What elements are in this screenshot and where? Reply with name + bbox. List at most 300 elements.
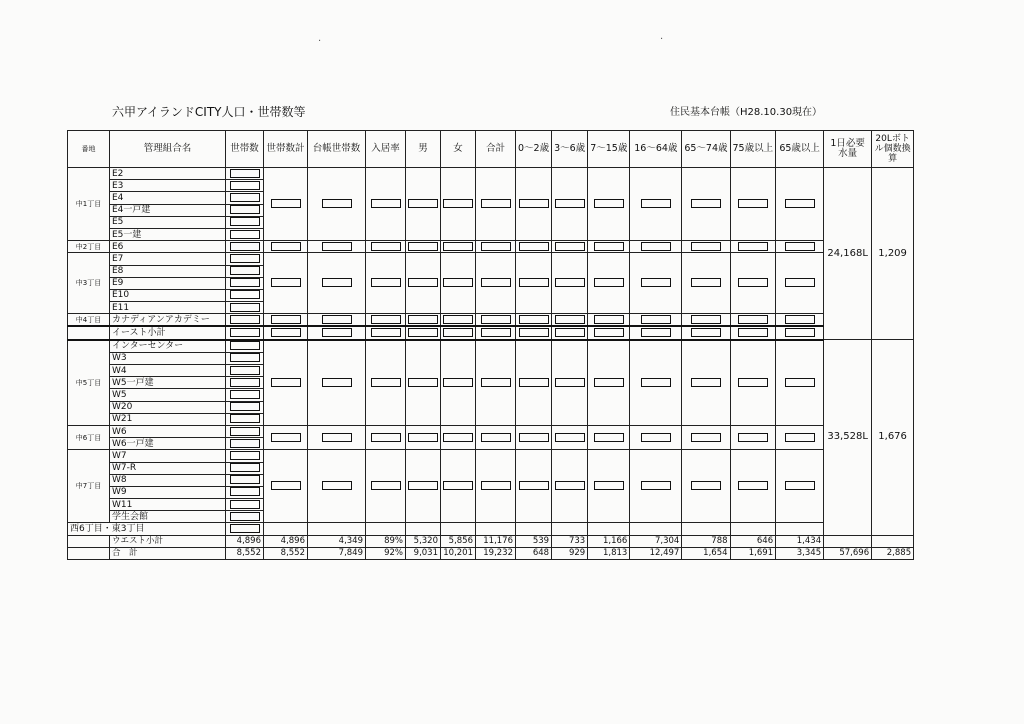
household-cell — [226, 241, 264, 253]
redacted-box — [271, 378, 301, 387]
redacted-box — [641, 242, 671, 251]
chome-cell: 中4丁目 — [68, 314, 110, 327]
redacted-box — [408, 481, 438, 490]
value-cell — [630, 326, 682, 339]
redacted-box — [271, 242, 301, 251]
value-cell — [406, 314, 441, 327]
value-cell — [588, 253, 630, 314]
value-cell — [441, 314, 476, 327]
redacted-box — [481, 242, 511, 251]
redacted-box — [594, 199, 624, 208]
household-cell — [226, 228, 264, 240]
redacted-box — [691, 328, 721, 337]
value-cell: 646 — [730, 535, 776, 547]
value-cell — [476, 326, 516, 339]
value-cell — [776, 326, 824, 339]
header-kumiai: 管理組合名 — [110, 131, 226, 168]
redacted-box — [641, 278, 671, 287]
value-cell — [630, 241, 682, 253]
kumiai-name: W8 — [110, 474, 226, 486]
household-cell — [226, 289, 264, 301]
redacted-box — [594, 328, 624, 337]
empty-cell — [872, 535, 914, 547]
value-cell — [730, 425, 776, 449]
redacted-box — [408, 433, 438, 442]
value-cell: 4,896 — [264, 535, 308, 547]
redacted-box — [555, 328, 585, 337]
value-cell — [406, 425, 441, 449]
redacted-box — [271, 328, 301, 337]
redacted-box — [641, 315, 671, 324]
redacted-box — [230, 524, 260, 533]
west-subtotal-row — [68, 535, 914, 547]
value-cell — [476, 314, 516, 327]
redacted-box — [691, 315, 721, 324]
value-cell: 7,849 — [308, 547, 366, 559]
redacted-box — [481, 315, 511, 324]
redacted-box — [641, 481, 671, 490]
redacted-box — [230, 378, 260, 387]
header-col: 7～15歳 — [588, 131, 630, 168]
value-cell — [682, 241, 730, 253]
kumiai-name: E6 — [110, 241, 226, 253]
redacted-box — [443, 433, 473, 442]
redacted-box — [555, 199, 585, 208]
household-cell — [226, 204, 264, 216]
value-cell — [682, 425, 730, 449]
table-row — [68, 523, 914, 535]
value-cell — [630, 425, 682, 449]
value-cell — [516, 168, 552, 241]
redacted-box — [443, 481, 473, 490]
value-cell — [682, 168, 730, 241]
household-cell — [226, 365, 264, 377]
value-cell — [682, 340, 730, 426]
header-water: 1日必要水量 — [824, 131, 872, 168]
redacted-box — [738, 328, 768, 337]
redacted-box — [519, 315, 549, 324]
value-cell — [516, 425, 552, 449]
redacted-box — [738, 315, 768, 324]
redacted-box — [230, 463, 260, 472]
header-col: 女 — [441, 131, 476, 168]
value-cell — [476, 450, 516, 523]
redacted-box — [785, 328, 815, 337]
redacted-box — [230, 328, 260, 337]
value-cell — [441, 340, 476, 426]
kumiai-name: E5一建 — [110, 228, 226, 240]
value-cell: 1,813 — [588, 547, 630, 559]
redacted-box — [691, 433, 721, 442]
east-water: 24,168L — [824, 168, 872, 340]
value-cell — [730, 523, 776, 535]
value-cell — [441, 326, 476, 339]
value-cell — [516, 314, 552, 327]
value-cell — [366, 340, 406, 426]
header-col: 75歳以上 — [730, 131, 776, 168]
value-cell — [406, 450, 441, 523]
redacted-box — [443, 328, 473, 337]
value-cell: 92% — [366, 547, 406, 559]
redacted-box — [594, 278, 624, 287]
household-cell — [226, 474, 264, 486]
redacted-box — [408, 242, 438, 251]
scan-speck: · — [318, 36, 322, 47]
value-cell: 1,654 — [682, 547, 730, 559]
value-cell — [776, 314, 824, 327]
redacted-box — [408, 315, 438, 324]
kumiai-name: W9 — [110, 486, 226, 498]
value-cell: 19,232 — [476, 547, 516, 559]
value-cell — [730, 326, 776, 339]
value-cell — [776, 253, 824, 314]
redacted-box — [371, 242, 401, 251]
redacted-box — [408, 278, 438, 287]
value-cell — [476, 425, 516, 449]
kumiai-name: W11 — [110, 499, 226, 511]
value-cell — [366, 523, 406, 535]
household-cell — [226, 401, 264, 413]
chome-cell: 中1丁目 — [68, 168, 110, 241]
empty-cell — [68, 535, 110, 547]
redacted-box — [322, 378, 352, 387]
value-cell — [776, 340, 824, 426]
value-cell — [630, 314, 682, 327]
redacted-box — [230, 290, 260, 299]
redacted-box — [322, 278, 352, 287]
value-cell — [552, 425, 588, 449]
redacted-box — [785, 315, 815, 324]
redacted-box — [230, 475, 260, 484]
redacted-box — [481, 278, 511, 287]
value-cell: 7,304 — [630, 535, 682, 547]
household-cell — [226, 180, 264, 192]
redacted-box — [230, 315, 260, 324]
value-cell — [264, 253, 308, 314]
kumiai-name: W20 — [110, 401, 226, 413]
redacted-box — [691, 242, 721, 251]
value-cell — [476, 340, 516, 426]
value-cell — [552, 168, 588, 241]
redacted-box — [594, 433, 624, 442]
kumiai-name: 西6丁目・東3丁目 — [68, 523, 226, 535]
redacted-box — [555, 378, 585, 387]
redacted-box — [594, 315, 624, 324]
household-cell — [226, 265, 264, 277]
header-col: 65～74歳 — [682, 131, 730, 168]
value-cell — [730, 450, 776, 523]
value-cell — [406, 523, 441, 535]
value-cell: 4,349 — [308, 535, 366, 547]
redacted-box — [738, 481, 768, 490]
household-cell — [226, 523, 264, 535]
redacted-box — [519, 199, 549, 208]
redacted-box — [230, 366, 260, 375]
kumiai-name: E11 — [110, 302, 226, 314]
kumiai-name: 合 計 — [110, 547, 226, 559]
chome-cell: 中3丁目 — [68, 253, 110, 314]
redacted-box — [271, 433, 301, 442]
redacted-box — [555, 278, 585, 287]
redacted-box — [271, 199, 301, 208]
value-cell — [308, 314, 366, 327]
redacted-box — [785, 378, 815, 387]
value-cell — [776, 168, 824, 241]
value-cell: 10,201 — [441, 547, 476, 559]
value-cell — [308, 450, 366, 523]
value-cell — [264, 450, 308, 523]
value-cell — [516, 326, 552, 339]
header-col: 世帯数計 — [264, 131, 308, 168]
east-subtotal-row — [68, 326, 914, 339]
value-cell: 648 — [516, 547, 552, 559]
value-cell — [366, 168, 406, 241]
value-cell — [264, 425, 308, 449]
household-cell — [226, 450, 264, 462]
header-col: 3～6歳 — [552, 131, 588, 168]
value-cell: 5,320 — [406, 535, 441, 547]
redacted-box — [691, 199, 721, 208]
redacted-box — [230, 205, 260, 214]
value-cell — [730, 340, 776, 426]
table-row — [68, 450, 914, 462]
value-cell: 57,696 — [824, 547, 872, 559]
kumiai-name: E5 — [110, 216, 226, 228]
kumiai-name: カナディアンアカデミー — [110, 314, 226, 327]
household-cell — [226, 253, 264, 265]
redacted-box — [738, 378, 768, 387]
redacted-box — [443, 378, 473, 387]
value-cell — [308, 340, 366, 426]
redacted-box — [230, 341, 260, 350]
header-col: 合計 — [476, 131, 516, 168]
redacted-box — [271, 481, 301, 490]
value-cell — [406, 168, 441, 241]
value-cell — [476, 253, 516, 314]
value-cell — [264, 340, 308, 426]
redacted-box — [230, 217, 260, 226]
table-row — [68, 168, 914, 180]
redacted-box — [519, 328, 549, 337]
value-cell — [776, 241, 824, 253]
redacted-box — [371, 481, 401, 490]
east-bottle: 1,209 — [872, 168, 914, 340]
kumiai-name: E2 — [110, 168, 226, 180]
redacted-box — [555, 315, 585, 324]
household-cell — [226, 511, 264, 523]
redacted-box — [230, 169, 260, 178]
value-cell — [406, 241, 441, 253]
value-cell — [226, 326, 264, 339]
redacted-box — [271, 278, 301, 287]
redacted-box — [594, 481, 624, 490]
household-cell — [226, 314, 264, 327]
value-cell: 3,345 — [776, 547, 824, 559]
value-cell — [264, 168, 308, 241]
kumiai-name: E7 — [110, 253, 226, 265]
value-cell — [588, 241, 630, 253]
kumiai-name: イースト小計 — [110, 326, 226, 339]
redacted-box — [641, 378, 671, 387]
value-cell: 1,166 — [588, 535, 630, 547]
empty-cell — [68, 326, 110, 339]
redacted-box — [230, 427, 260, 436]
value-cell — [588, 314, 630, 327]
redacted-box — [738, 199, 768, 208]
redacted-box — [230, 487, 260, 496]
redacted-box — [785, 278, 815, 287]
value-cell — [406, 340, 441, 426]
household-cell — [226, 413, 264, 425]
redacted-box — [481, 481, 511, 490]
redacted-box — [481, 433, 511, 442]
table-row — [68, 241, 914, 253]
redacted-box — [322, 242, 352, 251]
redacted-box — [519, 378, 549, 387]
redacted-box — [371, 315, 401, 324]
value-cell: 9,031 — [406, 547, 441, 559]
redacted-box — [230, 303, 260, 312]
redacted-box — [322, 328, 352, 337]
redacted-box — [519, 481, 549, 490]
value-cell: 788 — [682, 535, 730, 547]
value-cell — [730, 314, 776, 327]
household-cell — [226, 216, 264, 228]
value-cell — [441, 425, 476, 449]
redacted-box — [785, 199, 815, 208]
kumiai-name: W5 — [110, 389, 226, 401]
value-cell — [552, 314, 588, 327]
header-col: 男 — [406, 131, 441, 168]
value-cell — [264, 523, 308, 535]
header-col: 世帯数 — [226, 131, 264, 168]
value-cell — [588, 425, 630, 449]
redacted-box — [230, 230, 260, 239]
value-cell — [308, 425, 366, 449]
population-table — [67, 130, 914, 560]
value-cell: 89% — [366, 535, 406, 547]
scan-speck: · — [660, 34, 664, 45]
value-cell — [552, 326, 588, 339]
table-row — [68, 425, 914, 437]
chome-cell: 中7丁目 — [68, 450, 110, 523]
kumiai-name: インターセンター — [110, 340, 226, 353]
redacted-box — [230, 414, 260, 423]
value-cell — [552, 253, 588, 314]
redacted-box — [230, 451, 260, 460]
redacted-box — [555, 481, 585, 490]
value-cell — [776, 523, 824, 535]
table-row — [68, 253, 914, 265]
empty-cell — [68, 547, 110, 559]
redacted-box — [408, 378, 438, 387]
household-cell — [226, 277, 264, 289]
header-col: 16～64歳 — [630, 131, 682, 168]
redacted-box — [594, 242, 624, 251]
header-bottle: 20Lボトル個数換算 — [872, 131, 914, 168]
redacted-box — [738, 242, 768, 251]
redacted-box — [443, 242, 473, 251]
redacted-box — [371, 328, 401, 337]
kumiai-name: 学生会館 — [110, 511, 226, 523]
redacted-box — [691, 378, 721, 387]
value-cell — [682, 253, 730, 314]
value-cell: 1,434 — [776, 535, 824, 547]
document-title: 六甲アイランドCITY人口・世帯数等 — [112, 105, 306, 119]
redacted-box — [230, 278, 260, 287]
header-row — [68, 131, 914, 168]
value-cell — [308, 326, 366, 339]
value-cell — [366, 450, 406, 523]
header-col: 0～2歳 — [516, 131, 552, 168]
value-cell — [552, 523, 588, 535]
value-cell: 8,552 — [226, 547, 264, 559]
redacted-box — [371, 433, 401, 442]
value-cell — [730, 168, 776, 241]
value-cell — [588, 340, 630, 426]
header-ban: 番地 — [68, 131, 110, 168]
household-cell — [226, 499, 264, 511]
value-cell: 12,497 — [630, 547, 682, 559]
value-cell — [406, 326, 441, 339]
header-col: 入居率 — [366, 131, 406, 168]
redacted-box — [481, 199, 511, 208]
redacted-box — [230, 439, 260, 448]
value-cell — [264, 314, 308, 327]
redacted-box — [322, 433, 352, 442]
value-cell — [264, 326, 308, 339]
redacted-box — [785, 433, 815, 442]
value-cell — [476, 168, 516, 241]
redacted-box — [322, 199, 352, 208]
redacted-box — [641, 328, 671, 337]
value-cell — [308, 523, 366, 535]
value-cell — [588, 326, 630, 339]
redacted-box — [691, 278, 721, 287]
household-cell — [226, 340, 264, 353]
west-bottle: 1,676 — [872, 340, 914, 536]
value-cell — [406, 253, 441, 314]
household-cell — [226, 168, 264, 180]
redacted-box — [230, 512, 260, 521]
value-cell — [630, 450, 682, 523]
redacted-box — [322, 315, 352, 324]
value-cell — [682, 450, 730, 523]
value-cell — [366, 241, 406, 253]
value-cell — [476, 241, 516, 253]
value-cell — [441, 253, 476, 314]
kumiai-name: W3 — [110, 352, 226, 364]
redacted-box — [271, 315, 301, 324]
redacted-box — [230, 242, 260, 251]
household-cell — [226, 377, 264, 389]
kumiai-name: W5一戸建 — [110, 377, 226, 389]
value-cell — [308, 241, 366, 253]
redacted-box — [641, 199, 671, 208]
household-cell — [226, 192, 264, 204]
value-cell — [776, 450, 824, 523]
value-cell — [730, 253, 776, 314]
redacted-box — [230, 266, 260, 275]
west-water: 33,528L — [824, 340, 872, 536]
redacted-box — [555, 242, 585, 251]
value-cell — [552, 450, 588, 523]
value-cell — [552, 340, 588, 426]
kumiai-name: W7-R — [110, 462, 226, 474]
source-note: 住民基本台帳（H28.10.30現在） — [670, 107, 823, 118]
household-cell — [226, 352, 264, 364]
redacted-box — [443, 199, 473, 208]
